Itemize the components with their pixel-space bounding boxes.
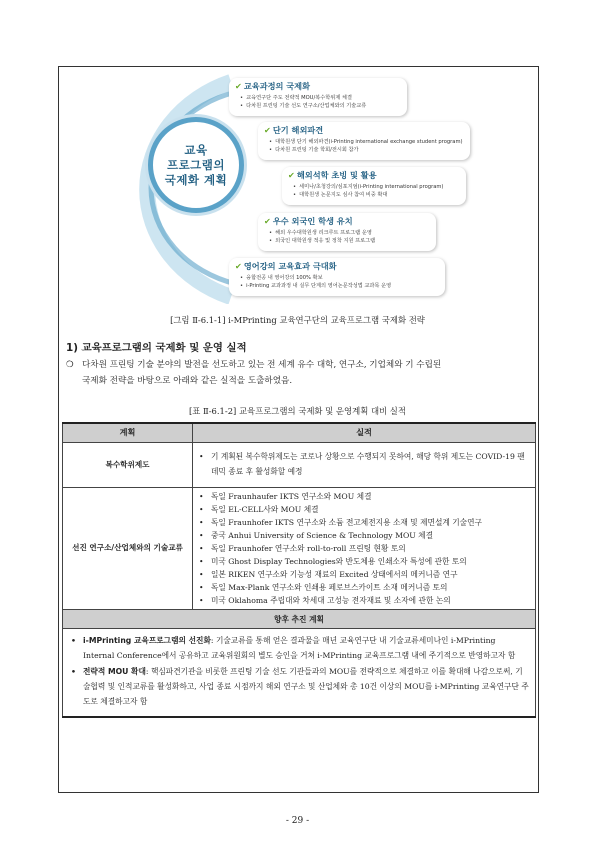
col-header-result: 실적: [193, 423, 536, 442]
row-label: 복수학위제도: [63, 442, 193, 487]
col-header-plan: 계획: [63, 423, 193, 442]
row-results: • 독일 Fraunhaufer IKTS 연구소와 MOU 체결 • 독일 EL-CELL사와 MOU 체결 • 독일 Fraunhofer IKTS 연구소와 소듐 전고체전지용 소재 및 제면설계 기술연구 • 중국 Anhui University of Science & Technology MOU 체결 • 독일 Fraunhofer 연구소와 roll-to-roll 프린팅 현황 토의 • 미국 Ghost Display Technologies와 반도체용 인쇄소자 특성에 관한 토의 • 일본 RIKEN 연구소와 기능성 재료의 Excited 상태에서의 메커니즘 연구 • 독일 Max-Plank 연구소와 인쇄용 페로브스카이트 소재 메커니즘 토의 • 미국 Oklahoma 주립대와 차세대 고성능 전자재료 및 소자에 관한 논의: [193, 487, 536, 610]
results-table: [62, 422, 536, 718]
row-results: • 기 계획된 복수학위제도는 코로나 상황으로 수행되지 못하여, 해당 학위 제도는 COVID-19 팬데믹 종료 후 활성화할 예정: [193, 442, 536, 487]
figure-caption: [그림 Ⅱ-6.1-1] i-MPrinting 교육연구단의 교육프로그램 국제화 전략: [170, 315, 425, 325]
strategy-box-4: ✔ 우수 외국인 학생 유치 • 해외 우수대학원생 리크루트 프로그램 운영 • 외국인 대학원생 적응 및 정착 지원 프로그램: [258, 213, 436, 251]
strategy-box-1: ✔ 교육과정의 국제화 • 교육연구단 주도 전략적 MOU/복수학위제 체결 • 다차원 프린팅 기술 선도 연구소/산업체와의 기술교류: [229, 78, 407, 116]
strategy-box-2: ✔ 단기 해외파견 • 대학원생 단기 해외파견(i-Printing international exchange student program) • 다차원 프린팅 기술 학회/전시회 참가: [258, 122, 470, 160]
table-row: [63, 442, 536, 487]
center-line-3: 국제화 계획: [164, 172, 228, 187]
check-icon: ✔: [264, 125, 271, 135]
page-number: - 29 -: [285, 816, 310, 826]
strategy-box-5: ✔ 영어강의 교육효과 극대화 • 융합전공 내 영어강의 100% 확보 • i-Printing 교과과정 내 실무 단계의 영어논문작성법 교과목 운영: [229, 258, 445, 296]
table-caption: [표 Ⅱ-6.1-2] 교육프로그램의 국제화 및 운영계획 대비 실적: [189, 406, 406, 416]
circle-bullet-icon: ❍: [66, 360, 74, 370]
table-row: [63, 487, 536, 610]
row-label: 선진 연구소/산업체와의 기술교류: [63, 487, 193, 610]
plan-content: • i-MPrinting 교육프로그램의 선진화: 기술교류를 통해 얻은 결과물을 매년 교육연구단 내 기술교류세미나인 i-MPrinting Internal Conference에서 공유하고 교육위원회의 별도 승인을 거쳐 i-MPrinting 교육프로그램 내에 주기적으로 반영하고자 함 • 전략적 MOU 확대: 핵심파견기관을 비롯한 프린팅 기술 선도 기관들과의 MOU를 전략적으로 체결하고 이를 확대해 나감으로써, 기술협력 및 인적교류를 활성화하고, 사업 종료 시점까지 해외 연구소 및 산업체와 총 10건 이상의 MOU를 i-MPrinting 교육연구단 주도로 체결하고자 함: [63, 629, 536, 717]
strategy-box-3: ✔ 해외석학 초빙 및 활용 • 세미나/초청강의/심포지엄(i-Printing international program) • 대학원생 논문지도 심사 참여 비중 확대: [282, 167, 466, 205]
check-icon: ✔: [264, 216, 271, 226]
check-icon: ✔: [235, 81, 242, 91]
section-paragraph: ❍ 다차원 프린팅 기술 분야의 발전을 선도하고 있는 전 세계 유수 대학, 연구소, 기업체와 기 수립된 국제화 전략을 바탕으로 아래와 같은 실적을 도출하였음.: [66, 357, 532, 389]
plan-header: 향후 추진 계획: [63, 610, 536, 629]
center-line-1: 교육: [184, 142, 208, 157]
section-title: 1) 교육프로그램의 국제화 및 운영 실적: [66, 342, 247, 354]
center-line-2: 프로그램의: [166, 157, 226, 172]
check-icon: ✔: [288, 170, 295, 180]
check-icon: ✔: [235, 261, 242, 271]
center-circle: [148, 117, 244, 213]
